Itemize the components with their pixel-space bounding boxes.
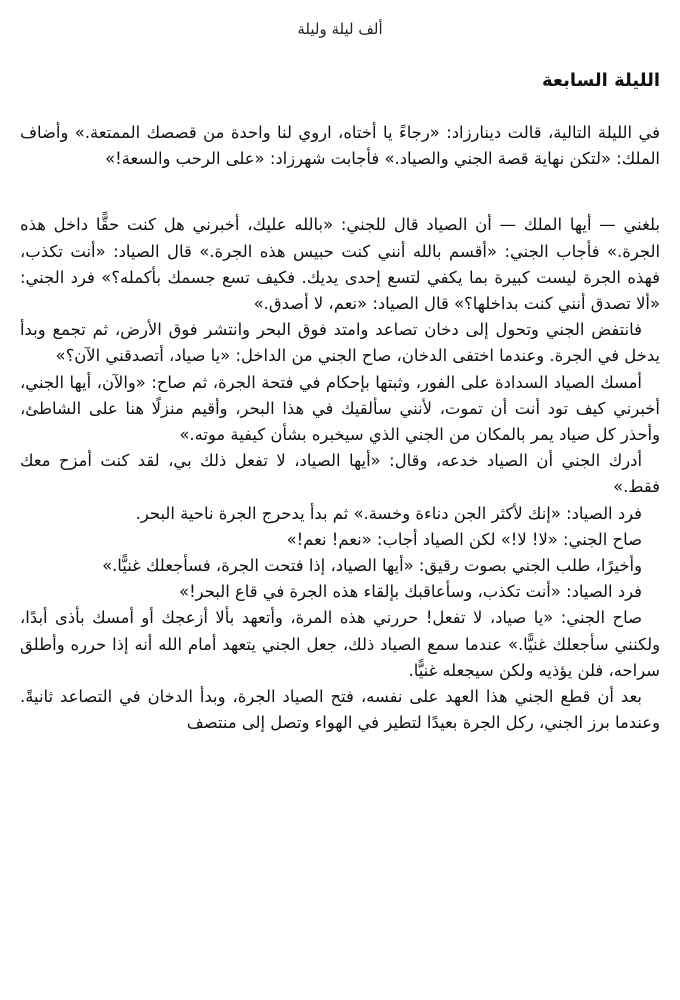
paragraph-genie-smoke: فانتفض الجني وتحول إلى دخان تصاعد وامتد فوق البحر وانتشر فوق الأرض، ثم تجمع وبدأ يدخل في الجرة. وعندما اختفى الدخان، صاح الجني من الداخل: «يا صياد، أتصدقني الآن؟» — [20, 320, 660, 366]
paragraph-spacer — [20, 172, 660, 212]
paragraph-genie-released: بعد أن قطع الجني هذا العهد على نفسه، فتح الصياد الجرة، وبدأ الدخان في التصاعد ثانيةً. وعندما برز الجني، ركل الجرة بعيدًا لتطير في الهواء وتصل إلى منتصف — [20, 687, 660, 733]
paragraph-genie-promise: وأخيرًا، طلب الجني بصوت رقيق: «أيها الصياد، إذا فتحت الجرة، فسأجعلك غنيًّا.» — [102, 556, 642, 576]
chapter-title: الليلة السابعة — [542, 70, 660, 91]
paragraph-fisherman-seals-jar: أمسك الصياد السدادة على الفور، وثبتها بإحكام في فتحة الجرة، ثم صاح: «والآن، أيها الجني، أخبرني كيف تود أنت أن تموت، لأنني سألقيك في هذا البحر، وأقيم منزلًا هنا على الشاطئ، وأحذر كل صياد يمر بالمكان من الجني الذي سيخبره بشأن كيفية موته.» — [20, 372, 660, 445]
paragraph-genie-pleads: أدرك الجني أن الصياد خدعه، وقال: «أيها الصياد، لا تفعل ذلك بي، لقد كنت أمزح معك فقط.» — [20, 451, 660, 497]
paragraph-intro: في الليلة التالية، قالت دينارزاد: «رجاءً يا أختاه، اروي لنا واحدة من قصصك الممتعة.» وأضاف الملك: «لتكن نهاية قصة الجني والصياد.» فأجابت شهرزاد: «على الرحب والسعة!» — [20, 123, 660, 169]
book-title: ألف ليلة وليلة — [297, 20, 383, 38]
paragraph-fisherman-asks: بلغني — أيها الملك — أن الصياد قال للجني: «بالله عليك، أخبرني هل كنت حقًّا داخل هذه الجرة.» فأجاب الجني: «أقسم بالله أنني كنت حبيس هذه الجرة.» قال الصياد: «أنت تكذب، فهذه الجرة ليست كبيرة بما يكفي لتسع إحدى يديك. فكيف تسع جسمك بأكمله؟» فرد الجني: «ألا تصدق أنني كنت بداخلها؟» قال الصياد: «نعم، لا أصدق.» — [20, 215, 660, 314]
paragraph-genie-oath: صاح الجني: «يا صياد، لا تفعل! حررني هذه المرة، وأتعهد بألا أزعجك أو أمسك بأذى أبدًا، ولكنني سأجعلك غنيًّا.» عندما سمع الصياد ذلك، جعل الجني يتعهد أمام الله أنه إذا حرره وأطلق سراحه، فلن يؤذيه ولكن سيجعله غنيًّا. — [20, 608, 660, 680]
paragraph-fisherman-refuses: فرد الصياد: «أنت تكذب، وسأعاقبك بإلقاء هذه الجرة في قاع البحر!» — [179, 582, 642, 602]
paragraph-genie-shouts: صاح الجني: «لا! لا!» لكن الصياد أجاب: «نعم! نعم!» — [286, 529, 642, 549]
paragraph-fisherman-rolls-jar: فرد الصياد: «إنك لأكثر الجن دناءة وخسة.» ثم بدأ يدحرج الجرة ناحية البحر. — [135, 503, 642, 523]
story-body — [20, 120, 660, 736]
